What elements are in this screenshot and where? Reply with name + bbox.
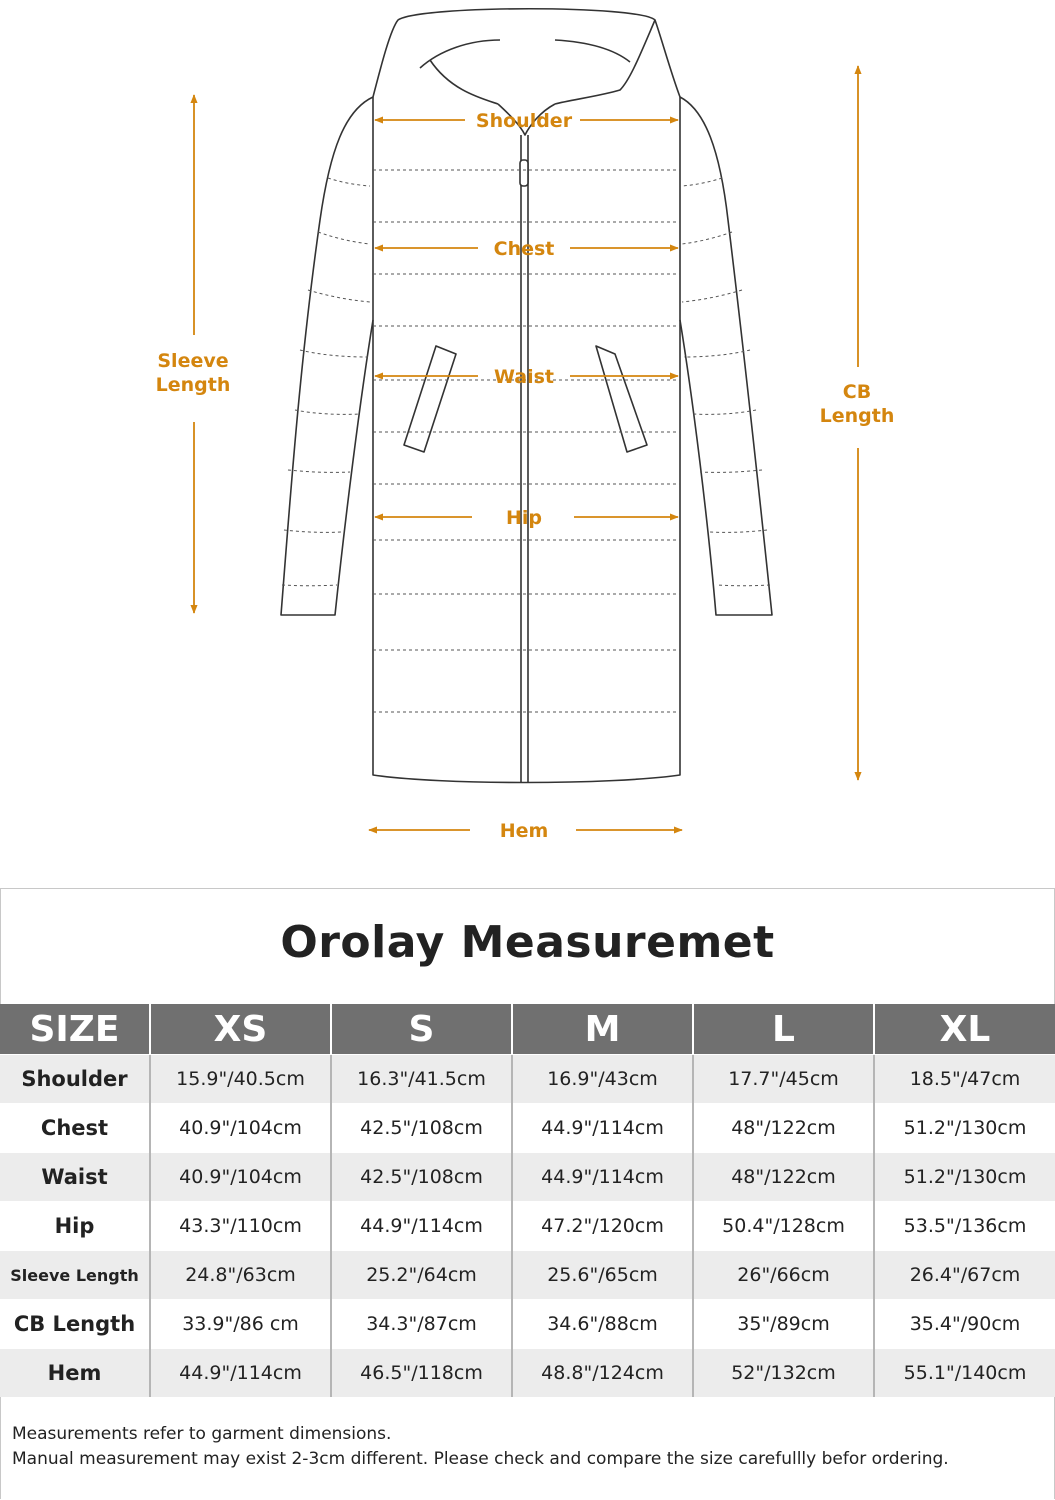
table-cell: 44.9"/114cm [150,1349,331,1398]
cb-label-line2: Length [819,405,895,427]
table-cell: 48.8"/124cm [512,1349,693,1398]
table-row [0,1300,1055,1349]
row-label: Hip [0,1202,150,1251]
table-cell: 52"/132cm [693,1349,874,1398]
table-cell: 16.3"/41.5cm [331,1055,512,1104]
table-cell: 25.2"/64cm [331,1251,512,1300]
sleeve-label-line1: Sleeve [157,350,229,372]
table-cell: 51.2"/130cm [874,1104,1055,1153]
table-cell: 42.5"/108cm [331,1153,512,1202]
table-cell: 16.9"/43cm [512,1055,693,1104]
hem-label: Hem [499,820,549,842]
table-cell: 26.4"/67cm [874,1251,1055,1300]
size-table [0,1004,1055,1397]
row-label: Sleeve Length [0,1251,150,1300]
table-cell: 40.9"/104cm [150,1153,331,1202]
header-m: M [512,1004,693,1055]
table-cell: 44.9"/114cm [512,1104,693,1153]
row-label: Waist [0,1153,150,1202]
table-cell: 34.6"/88cm [512,1300,693,1349]
waist-measure [375,366,678,388]
table-cell: 48"/122cm [693,1153,874,1202]
table-cell: 47.2"/120cm [512,1202,693,1251]
table-row [0,1202,1055,1251]
table-cell: 18.5"/47cm [874,1055,1055,1104]
shoulder-measure [375,110,678,132]
row-label: Shoulder [0,1055,150,1104]
shoulder-label: Shoulder [475,110,573,132]
note-line-2: Manual measurement may exist 2-3cm different. Please check and compare the size carefullly befor ordering. [12,1449,949,1469]
header-l: L [693,1004,874,1055]
table-cell: 26"/66cm [693,1251,874,1300]
sleeve-length-measure [156,95,231,613]
row-label: Chest [0,1104,150,1153]
hip-label: Hip [505,507,543,529]
table-row [0,1055,1055,1104]
table-cell: 46.5"/118cm [331,1349,512,1398]
note-line-1: Measurements refer to garment dimensions. [12,1424,392,1444]
table-cell: 35"/89cm [693,1300,874,1349]
header-xl: XL [874,1004,1055,1055]
cb-label-line1: CB [842,381,872,403]
header-xs: XS [150,1004,331,1055]
table-row [0,1251,1055,1300]
table-cell: 25.6"/65cm [512,1251,693,1300]
chest-measure [375,238,678,260]
table-cell: 53.5"/136cm [874,1202,1055,1251]
table-cell: 50.4"/128cm [693,1202,874,1251]
table-cell: 33.9"/86 cm [150,1300,331,1349]
table-cell: 51.2"/130cm [874,1153,1055,1202]
table-header-row [0,1004,1055,1055]
table-row [0,1153,1055,1202]
header-size: SIZE [0,1004,150,1055]
table-cell: 48"/122cm [693,1104,874,1153]
hem-measure [369,820,682,842]
table-cell: 35.4"/90cm [874,1300,1055,1349]
table-cell: 17.7"/45cm [693,1055,874,1104]
table-cell: 40.9"/104cm [150,1104,331,1153]
chart-title: Orolay Measuremet [280,917,775,968]
header-s: S [331,1004,512,1055]
table-row [0,1349,1055,1398]
hip-measure [375,507,678,529]
table-cell: 43.3"/110cm [150,1202,331,1251]
table-cell: 24.8"/63cm [150,1251,331,1300]
table-cell: 42.5"/108cm [331,1104,512,1153]
table-cell: 44.9"/114cm [512,1153,693,1202]
table-cell: 44.9"/114cm [331,1202,512,1251]
row-label: CB Length [0,1300,150,1349]
cb-length-measure [820,66,895,780]
waist-label: Waist [493,366,555,388]
table-row [0,1104,1055,1153]
sleeve-label-line2: Length [155,374,231,396]
table-cell: 55.1"/140cm [874,1349,1055,1398]
table-cell: 15.9"/40.5cm [150,1055,331,1104]
table-cell: 34.3"/87cm [331,1300,512,1349]
chest-label: Chest [493,238,555,260]
row-label: Hem [0,1349,150,1398]
measurement-notes [12,1422,1052,1472]
